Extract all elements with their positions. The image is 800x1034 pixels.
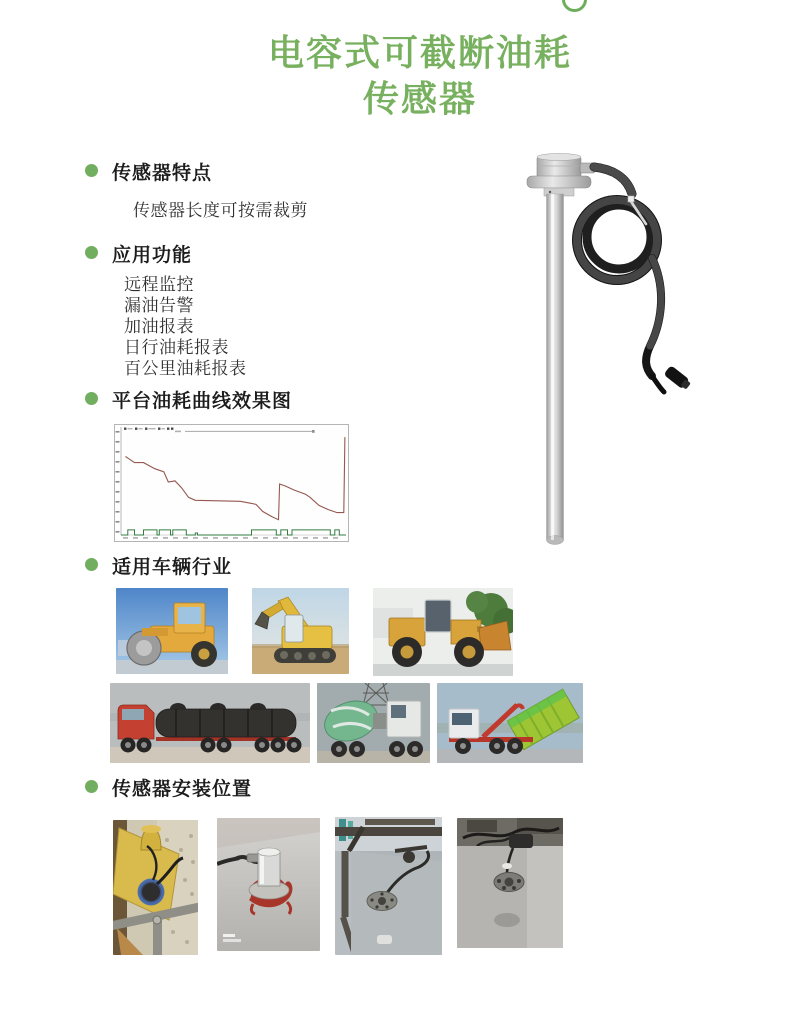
function-item: 加油报表 bbox=[124, 317, 194, 336]
function-item: 日行油耗报表 bbox=[124, 338, 229, 357]
install-image-red-sealant bbox=[217, 818, 320, 951]
section-bullet-icon bbox=[85, 246, 98, 259]
vehicle-image-tanker-truck bbox=[110, 683, 310, 763]
chart-x-tick-labels bbox=[123, 537, 338, 539]
install-image-yellow-machine bbox=[113, 820, 198, 955]
fuel-curve-chart bbox=[114, 424, 349, 542]
chart-legend bbox=[124, 428, 173, 430]
section-heading-install: 传感器安装位置 bbox=[112, 779, 253, 800]
section-heading-features: 传感器特点 bbox=[112, 163, 213, 184]
sensor-product-image bbox=[480, 140, 710, 560]
function-list bbox=[124, 274, 247, 379]
install-image-tank-sensor bbox=[457, 818, 563, 948]
vehicle-image-excavator bbox=[252, 588, 349, 674]
section-heading-functions: 应用功能 bbox=[112, 245, 193, 266]
chart-y-tick-labels bbox=[116, 431, 120, 533]
vehicle-image-wheel-loader bbox=[373, 588, 513, 676]
page-title-line1: 电容式可截断油耗 bbox=[267, 32, 572, 73]
sensor-rod bbox=[547, 194, 564, 545]
sensor-head bbox=[527, 154, 595, 197]
feature-text: 传感器长度可按需裁剪 bbox=[133, 201, 308, 220]
vehicle-image-mixer-truck bbox=[317, 683, 430, 763]
function-item: 远程监控 bbox=[124, 275, 194, 294]
brand-ring-icon bbox=[562, 0, 587, 12]
page-title-line2: 传感器 bbox=[362, 78, 477, 119]
chart-range-slider bbox=[175, 430, 315, 433]
section-bullet-icon bbox=[85, 780, 98, 793]
vehicle-image-road-roller bbox=[116, 588, 228, 674]
chart-series-lines bbox=[121, 437, 346, 535]
install-image-tank-flange bbox=[335, 817, 442, 955]
vehicle-image-hooklift-truck bbox=[437, 683, 583, 763]
function-item: 百公里油耗报表 bbox=[124, 359, 247, 378]
section-bullet-icon bbox=[85, 392, 98, 405]
section-heading-chart: 平台油耗曲线效果图 bbox=[112, 391, 293, 412]
sensor-cable bbox=[577, 167, 664, 392]
section-heading-vehicles: 适用车辆行业 bbox=[112, 557, 233, 578]
chart-line-行驶状态 bbox=[121, 530, 346, 535]
function-item: 漏油告警 bbox=[124, 296, 194, 315]
chart-line-油量曲线 bbox=[126, 437, 345, 520]
section-bullet-icon bbox=[85, 164, 98, 177]
section-bullet-icon bbox=[85, 558, 98, 571]
cable-connector bbox=[663, 365, 692, 391]
